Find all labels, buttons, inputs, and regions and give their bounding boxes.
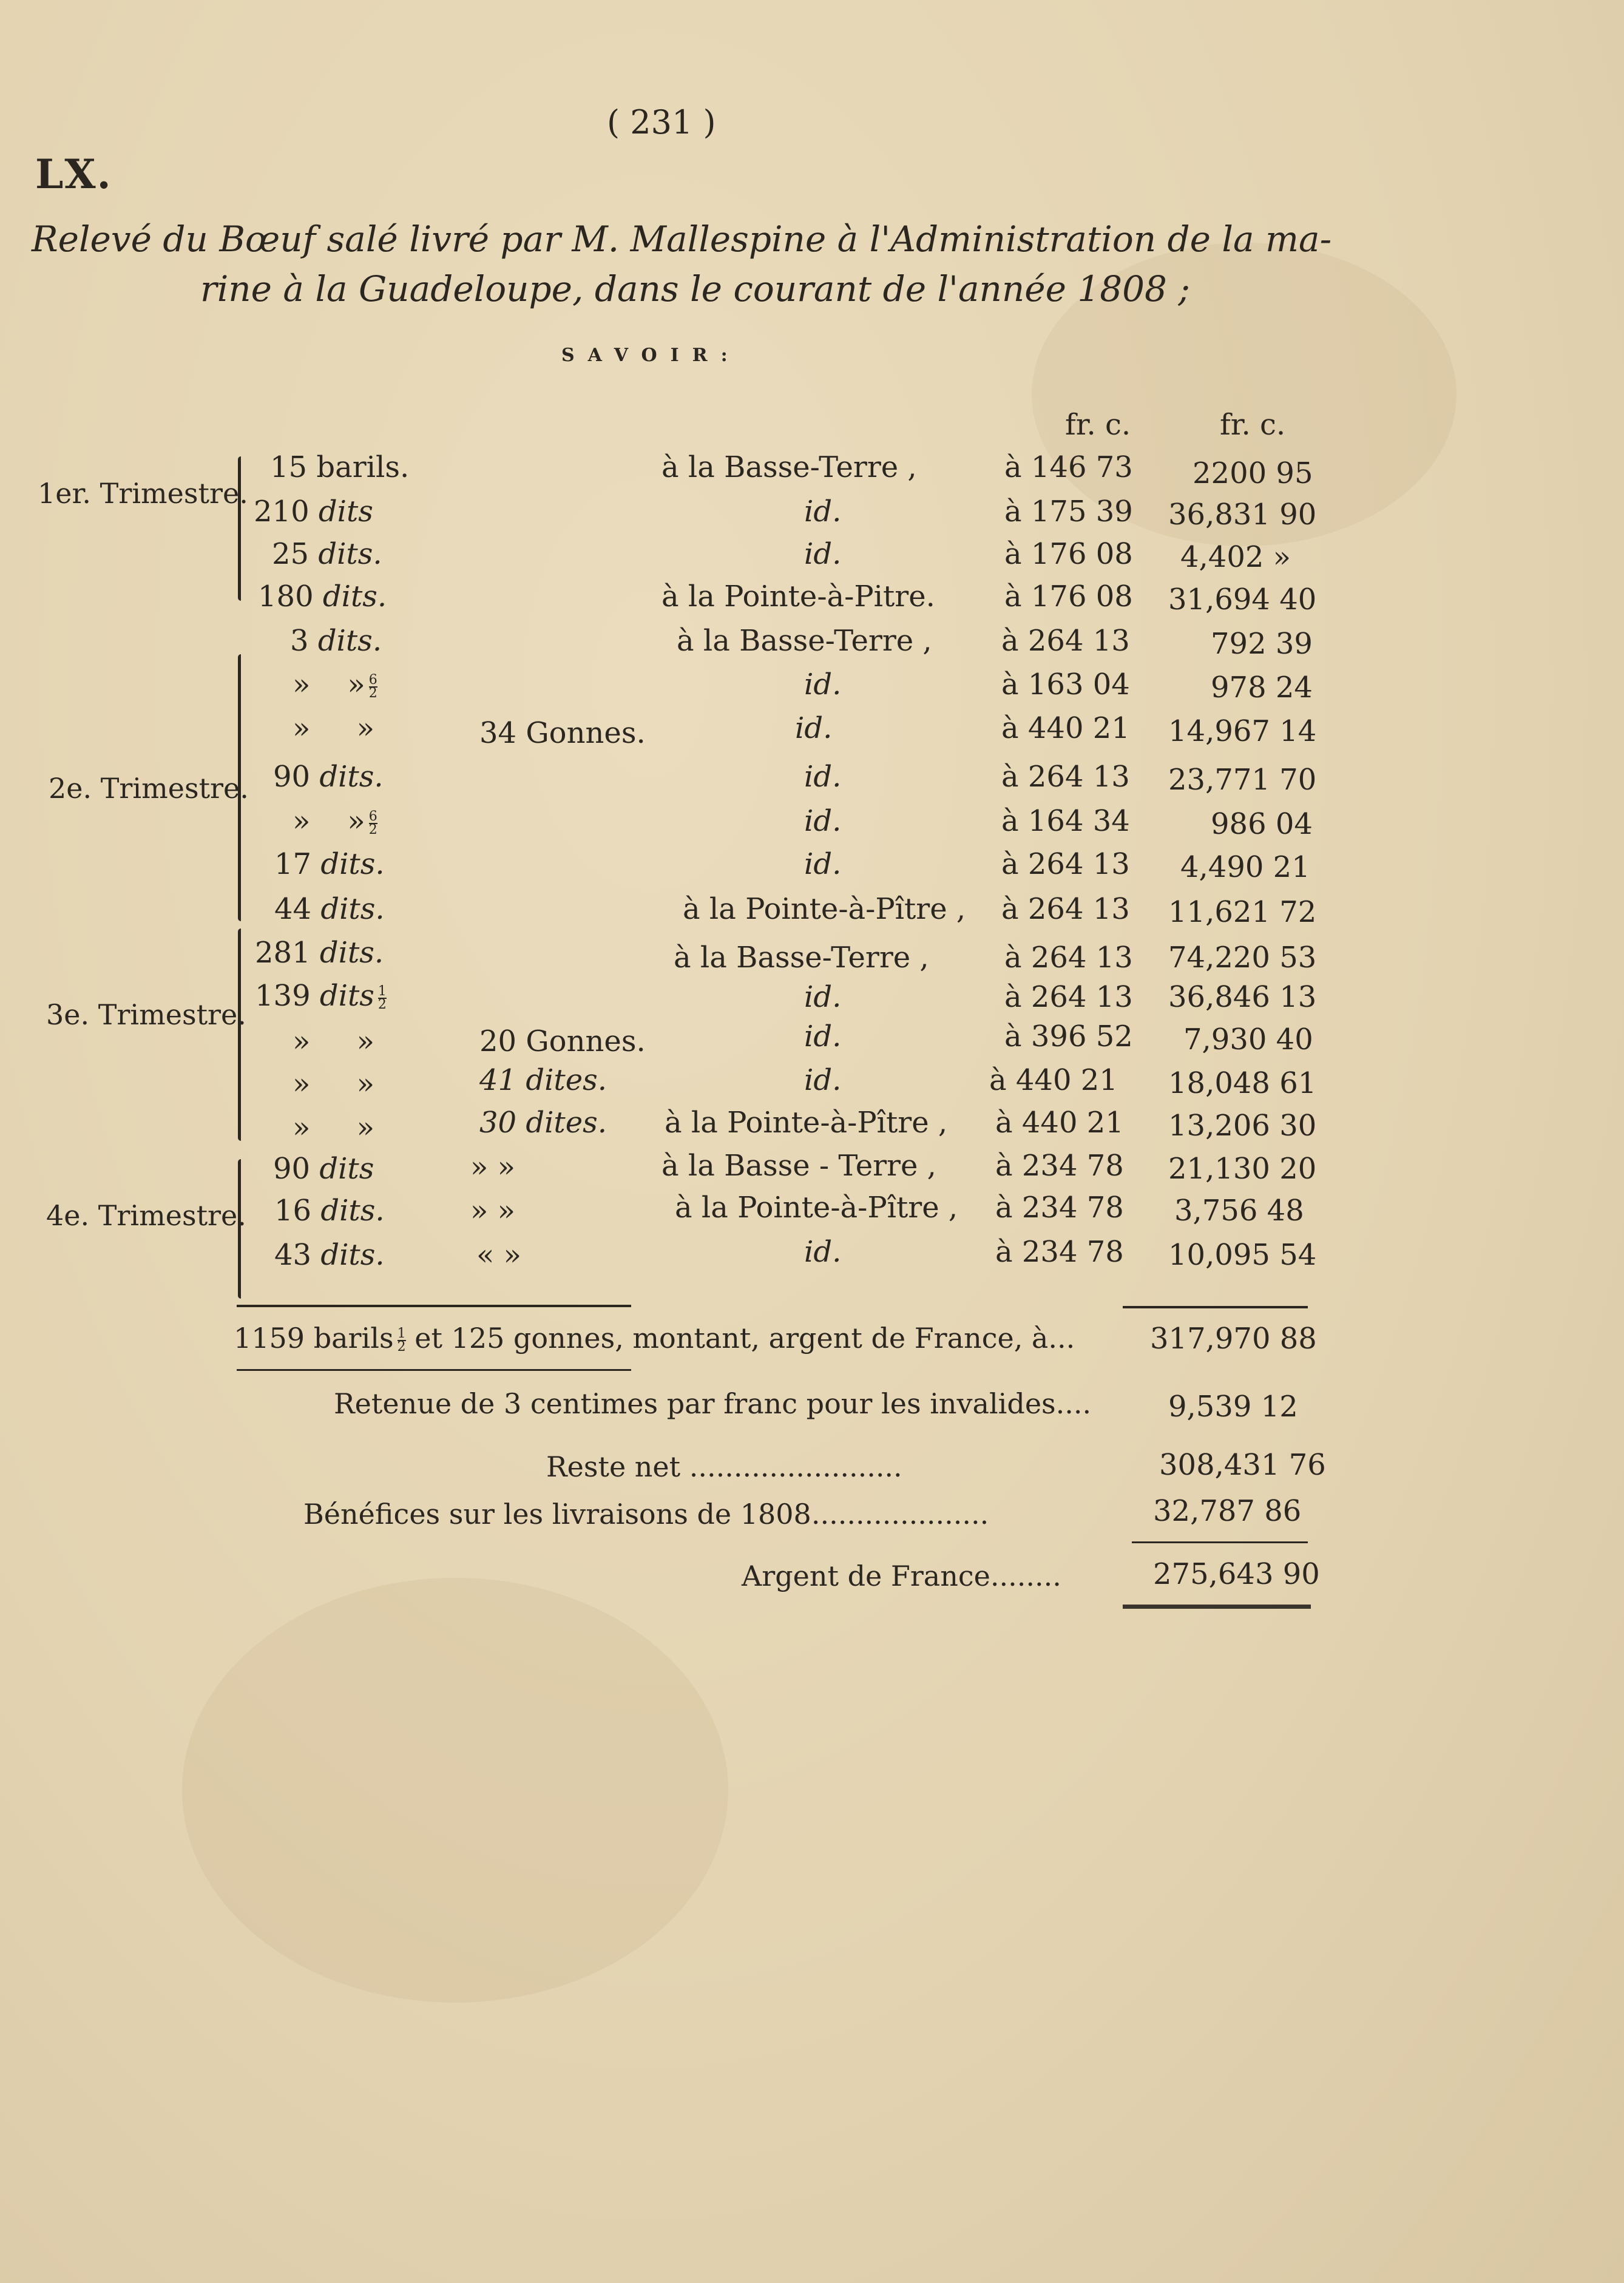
row-total: 7,930 40 xyxy=(1183,1023,1313,1057)
row-total: 986 04 xyxy=(1211,807,1313,841)
row-unit-price: à 264 13 xyxy=(1004,941,1133,975)
row-unit-price: à 440 21 xyxy=(1001,711,1130,745)
row-gonnes: « » xyxy=(476,1238,521,1272)
row-quantity: » » $\frac{6}{2}$ xyxy=(293,668,377,702)
row-place: id. xyxy=(804,668,842,702)
row-place: id. xyxy=(795,711,833,745)
row-place: à la Pointe-à-Pître , xyxy=(683,892,966,926)
row-place: à la Basse-Terre , xyxy=(674,941,929,975)
table-divider xyxy=(1123,1306,1308,1308)
argent-label: Argent de France........ xyxy=(742,1560,1061,1592)
row-unit-price: à 234 78 xyxy=(995,1191,1124,1225)
row-quantity: 17 dits. xyxy=(274,847,385,881)
row-unit-price: à 234 78 xyxy=(995,1235,1124,1269)
summary-divider xyxy=(237,1369,631,1371)
row-total: 4,490 21 xyxy=(1180,850,1310,884)
row-unit-price: à 264 13 xyxy=(1001,760,1130,794)
table-divider xyxy=(237,1305,631,1307)
row-quantity: 90 dits. xyxy=(273,760,384,794)
section-number: LX. xyxy=(35,151,112,198)
row-unit-price: à 175 39 xyxy=(1004,495,1133,529)
quarter-1-brace xyxy=(238,456,241,601)
row-quantity: 281 dits. xyxy=(255,936,384,970)
row-quantity: 90 dits xyxy=(273,1152,374,1186)
row-total: 36,846 13 xyxy=(1168,980,1317,1014)
row-unit-price: à 164 34 xyxy=(1001,804,1130,838)
row-quantity: 139 dits $\frac{1}{2}$ xyxy=(255,979,387,1013)
row-place: id. xyxy=(804,1235,842,1269)
title-line-1: Relevé du Bœuf salé livré par M. Mallespine à l'Administration de la ma- xyxy=(32,218,1332,260)
row-total: 23,771 70 xyxy=(1168,763,1317,797)
row-quantity: » » xyxy=(293,711,375,745)
row-quantity: 25 dits. xyxy=(272,537,382,571)
row-total: 792 39 xyxy=(1211,627,1313,661)
quarter-2-brace xyxy=(238,654,241,921)
row-gonnes: » » xyxy=(470,1194,515,1228)
row-total: 11,621 72 xyxy=(1168,895,1317,929)
summary-divider xyxy=(1132,1541,1308,1543)
total-line-label: 1159 barils $\frac{1}{2}$ et 125 gonnes, montant, argent de France, à... xyxy=(234,1322,1075,1355)
row-unit-price: à 146 73 xyxy=(1004,450,1133,484)
row-total: 74,220 53 xyxy=(1168,941,1317,975)
row-unit-price: à 440 21 xyxy=(989,1063,1118,1097)
row-total: 13,206 30 xyxy=(1168,1109,1317,1143)
row-total: 2200 95 xyxy=(1193,456,1313,490)
row-place: à la Pointe-à-Pître , xyxy=(675,1191,958,1225)
retenue-value: 9,539 12 xyxy=(1168,1390,1298,1424)
title-line-2: rine à la Guadeloupe, dans le courant de l'année 1808 ; xyxy=(200,268,1190,309)
row-place: id. xyxy=(804,980,842,1014)
total-line-value: 317,970 88 xyxy=(1150,1322,1317,1356)
row-place: à la Basse-Terre , xyxy=(677,624,932,658)
unit-price-column-header: fr. c. xyxy=(1065,408,1131,442)
row-unit-price: à 264 13 xyxy=(1004,980,1133,1014)
row-quantity: 180 dits. xyxy=(258,580,387,614)
row-gonnes: 30 dites. xyxy=(479,1106,607,1140)
row-total: 4,402 » xyxy=(1180,540,1291,574)
row-unit-price: à 234 78 xyxy=(995,1149,1124,1183)
row-quantity: 3 dits. xyxy=(290,624,382,658)
row-unit-price: à 264 13 xyxy=(1001,624,1130,658)
quarter-label: 1er. Trimestre. xyxy=(38,477,248,510)
row-quantity: » » xyxy=(293,1111,375,1145)
row-quantity: 210 dits xyxy=(254,495,373,529)
row-quantity: 43 dits. xyxy=(274,1238,385,1272)
row-place: id. xyxy=(804,760,842,794)
quarter-label: 3e. Trimestre. xyxy=(46,998,246,1031)
row-quantity: » » xyxy=(293,1024,375,1058)
row-place: à la Pointe-à-Pitre. xyxy=(661,580,935,614)
row-place: id. xyxy=(804,1020,842,1054)
row-gonnes: 41 dites. xyxy=(479,1063,607,1097)
row-quantity: 44 dits. xyxy=(274,892,385,926)
row-place: id. xyxy=(804,537,842,571)
row-quantity: 15 barils. xyxy=(270,450,410,484)
quarter-4-brace xyxy=(238,1159,241,1299)
row-quantity: 16 dits. xyxy=(274,1194,385,1228)
row-total: 31,694 40 xyxy=(1168,583,1317,617)
row-unit-price: à 264 13 xyxy=(1001,847,1130,881)
reste-label: Reste net ........................ xyxy=(546,1450,902,1483)
row-place: à la Basse-Terre , xyxy=(661,450,917,484)
row-total: 18,048 61 xyxy=(1168,1066,1317,1100)
row-place: à la Pointe-à-Pître , xyxy=(665,1106,948,1140)
row-gonnes: » » xyxy=(470,1150,515,1184)
row-total: 3,756 48 xyxy=(1174,1194,1304,1228)
total-column-header: fr. c. xyxy=(1220,408,1286,442)
row-quantity: » » xyxy=(293,1067,375,1101)
quarter-label: 4e. Trimestre. xyxy=(46,1199,246,1232)
retenue-label: Retenue de 3 centimes par franc pour les invalides.... xyxy=(334,1387,1092,1420)
row-unit-price: à 163 04 xyxy=(1001,668,1130,702)
benefices-value: 32,787 86 xyxy=(1153,1494,1302,1528)
row-total: 10,095 54 xyxy=(1168,1238,1317,1272)
reste-value: 308,431 76 xyxy=(1159,1448,1326,1482)
row-place: id. xyxy=(804,804,842,838)
row-place: id. xyxy=(804,495,842,529)
final-underline xyxy=(1123,1605,1311,1609)
row-unit-price: à 176 08 xyxy=(1004,537,1133,571)
savoir-heading: SAVOIR: xyxy=(561,345,741,366)
quarter-label: 2e. Trimestre. xyxy=(49,772,249,805)
row-gonnes: 34 Gonnes. xyxy=(479,716,646,750)
row-place: id. xyxy=(804,847,842,881)
row-total: 14,967 14 xyxy=(1168,714,1317,748)
quarter-3-brace xyxy=(238,928,241,1141)
row-unit-price: à 176 08 xyxy=(1004,580,1133,614)
row-unit-price: à 264 13 xyxy=(1001,892,1130,926)
argent-value: 275,643 90 xyxy=(1153,1557,1320,1591)
row-unit-price: à 440 21 xyxy=(995,1106,1124,1140)
benefices-label: Bénéfices sur les livraisons de 1808.................... xyxy=(303,1498,989,1530)
row-total: 36,831 90 xyxy=(1168,498,1317,532)
row-unit-price: à 396 52 xyxy=(1004,1020,1133,1054)
row-total: 978 24 xyxy=(1211,671,1313,705)
row-total: 21,130 20 xyxy=(1168,1152,1317,1186)
page-number: ( 231 ) xyxy=(607,103,716,141)
row-place: id. xyxy=(804,1063,842,1097)
row-place: à la Basse - Terre , xyxy=(661,1149,936,1183)
row-gonnes: 20 Gonnes. xyxy=(479,1024,646,1058)
row-quantity: » » $\frac{6}{2}$ xyxy=(293,804,377,838)
